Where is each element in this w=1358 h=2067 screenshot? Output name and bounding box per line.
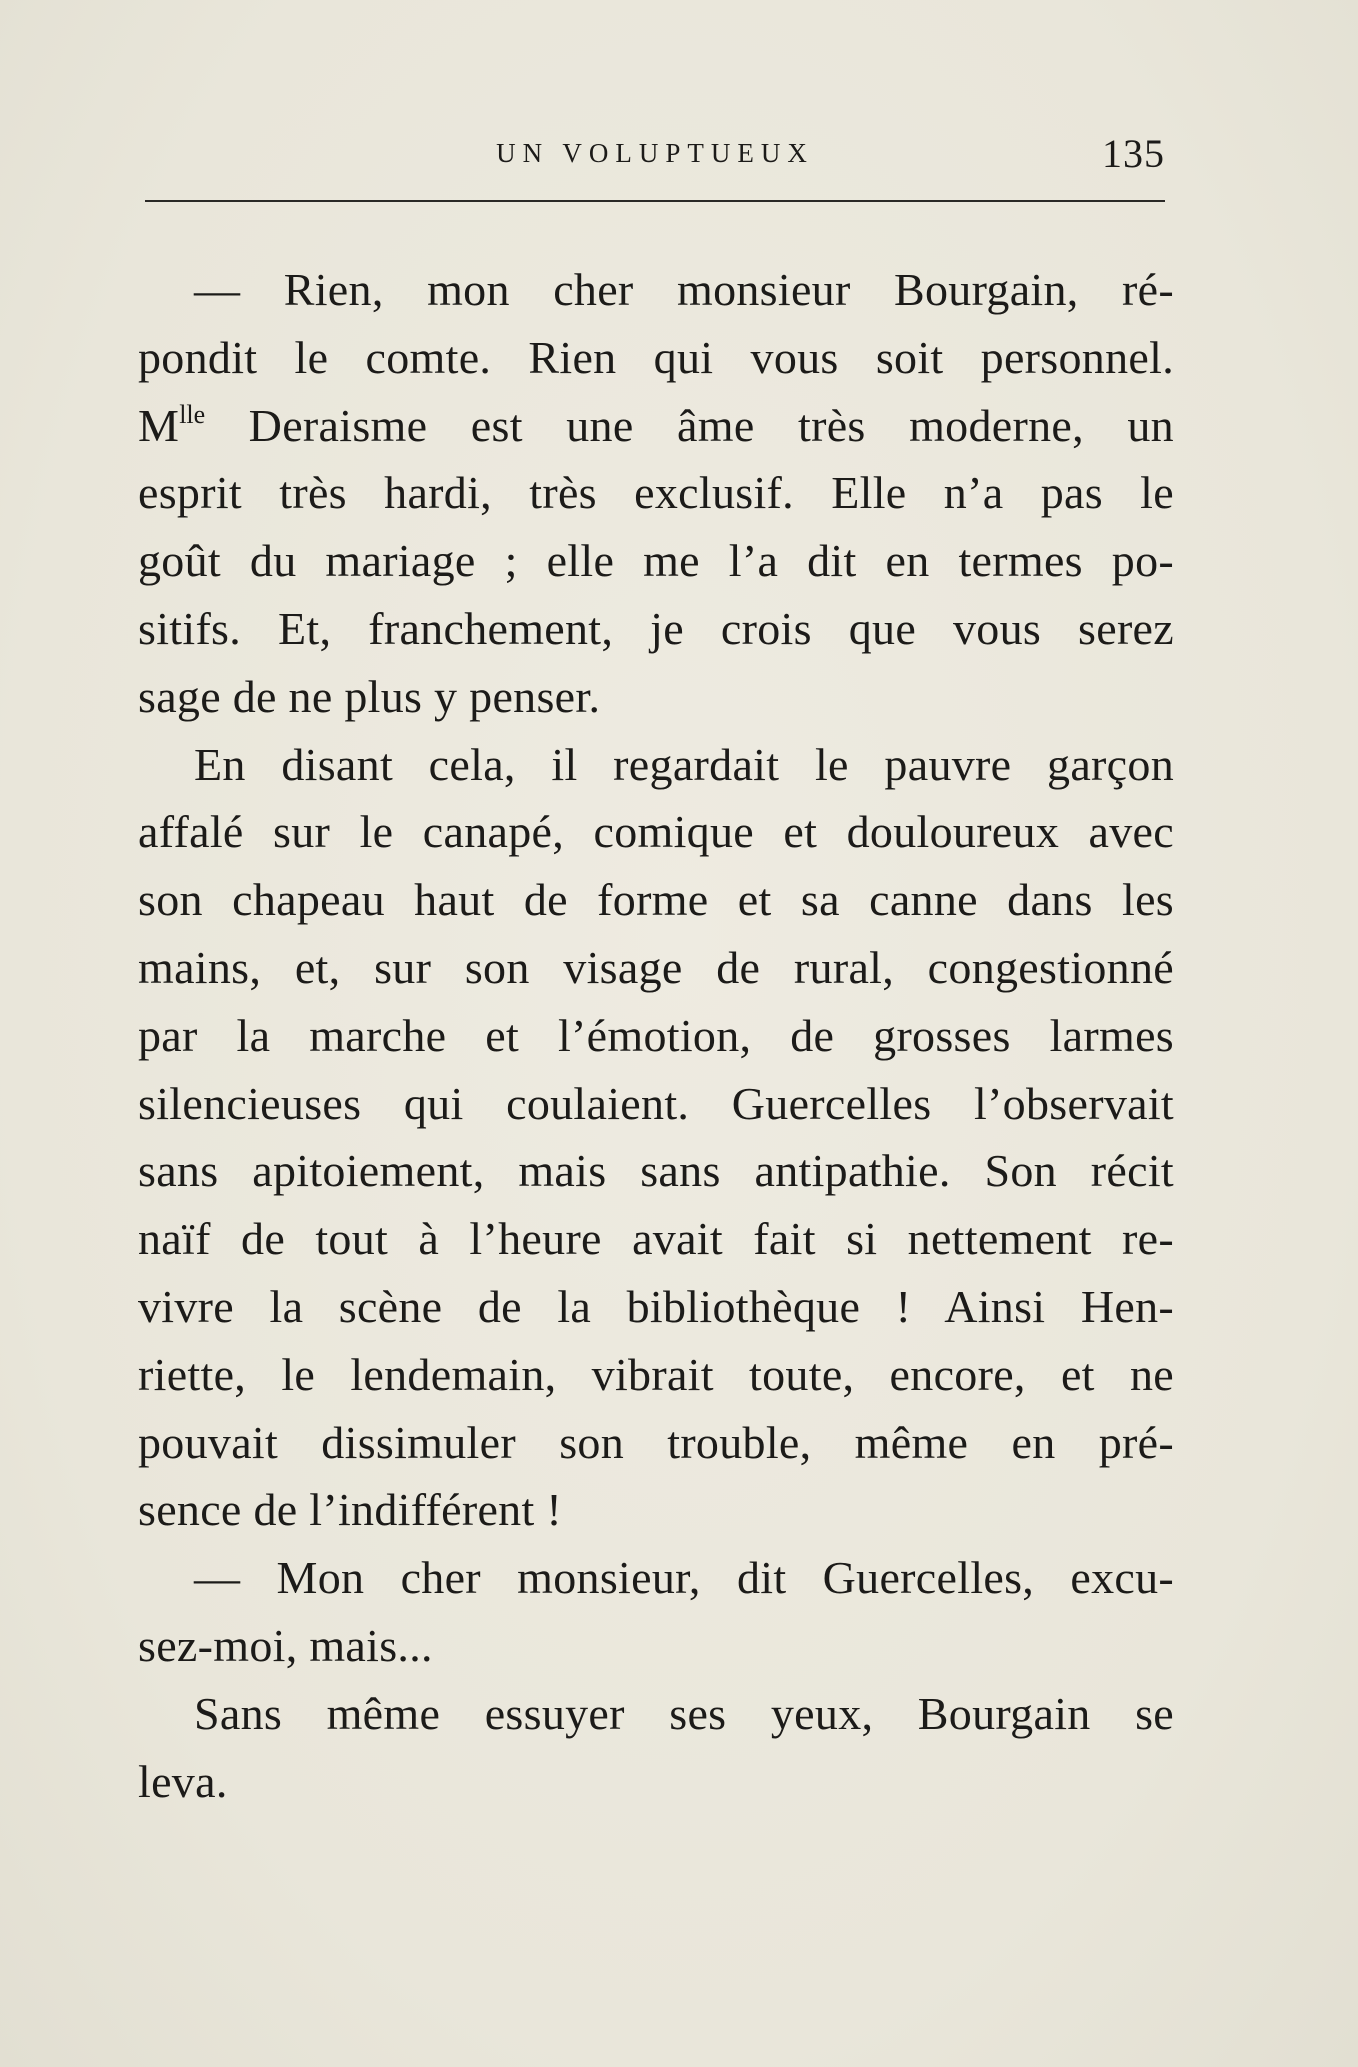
text-line: goût du mariage ; elle me l’a dit en termes po- [138,535,1174,587]
text-line: silencieuses qui coulaient. Guercelles l’observait [138,1077,1174,1129]
header-rule [145,200,1165,202]
running-head [145,130,1165,180]
text-line: esprit très hardi, très exclusif. Elle n’a pas le [138,467,1174,519]
text-line: — Mon cher monsieur, dit Guercelles, excu- [194,1552,1174,1604]
text-line: sitifs. Et, franchement, je crois que vous serez [138,602,1174,654]
text-line: naïf de tout à l’heure avait fait si nettement re- [138,1213,1174,1265]
running-title: UN VOLUPTUEUX [496,138,814,168]
text-line: riette, le lendemain, vibrait toute, encore, et ne [138,1348,1174,1400]
text-line: vivre la scène de la bibliothèque ! Ainsi Hen- [138,1280,1174,1332]
text-line: affalé sur le canapé, comique et douloureux avec [138,806,1174,858]
text-line: pouvait dissimuler son trouble, même en pré- [138,1416,1174,1468]
text-fragment: Deraisme est une âme très moderne, un [248,399,1174,451]
text-line: sage de ne plus y penser. [138,670,601,722]
text-line: — Rien, mon cher monsieur Bourgain, ré- [194,264,1174,315]
text-fragment: M [138,399,180,451]
page-number: 135 [1102,131,1165,176]
text-line: mains, et, sur son visage de rural, congestionné [138,941,1174,993]
text-line: son chapeau haut de forme et sa canne dans les [138,874,1174,926]
text-line: par la marche et l’émotion, de grosses larmes [138,1009,1174,1061]
text-line: sans apitoiement, mais sans antipathie. Son récit [138,1145,1174,1197]
text-line [138,392,1174,460]
body-text [138,256,1174,1815]
superscript: lle [179,399,206,429]
text-line: sence de l’indifférent ! [138,1484,562,1536]
text-line: Sans même essuyer ses yeux, Bourgain se [194,1687,1174,1739]
text-line: En disant cela, il regardait le pauvre garçon [194,738,1174,790]
text-line: leva. [138,1755,228,1807]
text-line: pondit le comte. Rien qui vous soit personnel. [138,331,1174,383]
text-line: sez-moi, mais... [138,1619,433,1671]
